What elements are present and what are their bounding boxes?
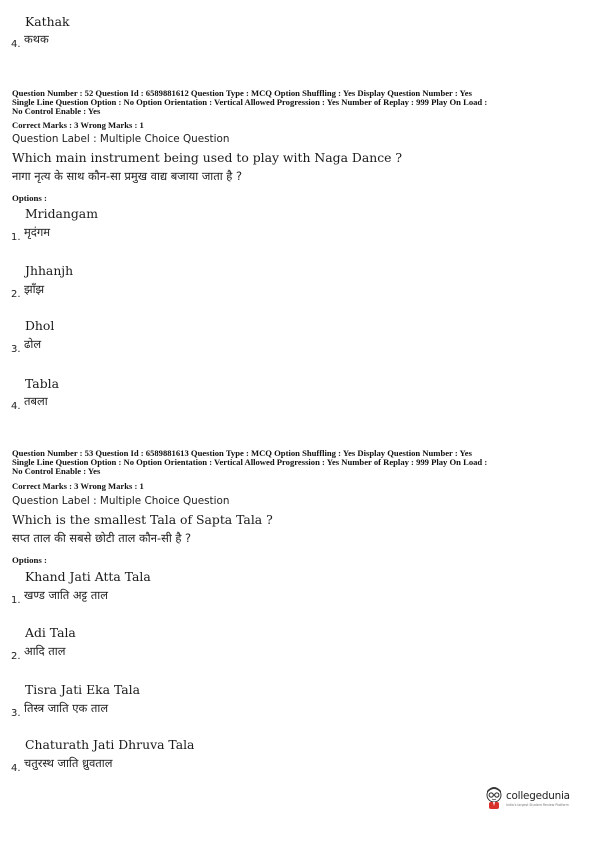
option-number: 3. <box>11 344 21 355</box>
question-text-english: Which main instrument being used to play with Naga Dance ? <box>12 150 403 165</box>
option-hindi: खण्ड जाति अट्ट ताल <box>24 588 108 602</box>
logo-tagline: India's largest Student Review Platform <box>506 803 569 807</box>
options-header: Options : <box>12 193 47 203</box>
option-hindi: ढोल <box>24 337 42 351</box>
option-hindi: तबला <box>24 394 48 408</box>
option-number: 4. <box>11 401 21 412</box>
question-label: Question Label : Multiple Choice Question <box>12 133 230 145</box>
option-hindi: तिस्त्र जाति एक ताल <box>24 701 109 715</box>
option-number: 2. <box>11 651 21 662</box>
options-header: Options : <box>12 555 47 565</box>
option-hindi: झाँझ <box>24 282 45 296</box>
option-english: Khand Jati Atta Tala <box>25 569 151 584</box>
question-marks: Correct Marks : 3 Wrong Marks : 1 <box>12 120 144 130</box>
logo-wordmark: collegedunia <box>506 790 570 802</box>
option-number: 4. <box>11 763 21 774</box>
collegedunia-logo <box>484 786 584 812</box>
option-english: Mridangam <box>25 206 98 221</box>
mascot-icon <box>484 786 504 810</box>
option-english: Tisra Jati Eka Tala <box>25 682 140 697</box>
option-number: 2. <box>11 289 21 300</box>
option-hindi: आदि ताल <box>24 644 66 658</box>
question-text-english: Which is the smallest Tala of Sapta Tala ? <box>12 512 273 527</box>
question-marks: Correct Marks : 3 Wrong Marks : 1 <box>12 481 144 491</box>
question-text-hindi: सप्त ताल की सबसे छोटी ताल कौन-सी है ? <box>12 531 192 545</box>
question-text-hindi: नागा नृत्य के साथ कौन-सा प्रमुख वाद्य बजाया जाता है ? <box>12 169 243 183</box>
option-number: 1. <box>11 232 21 243</box>
option-hindi: कथक <box>24 32 49 46</box>
question-meta-line-3: No Control Enable : Yes <box>12 466 101 476</box>
option-english: Tabla <box>25 376 59 391</box>
question-label: Question Label : Multiple Choice Question <box>12 495 230 507</box>
option-english: Jhhanjh <box>25 263 74 278</box>
option-hindi: चतुरस्थ जाति ध्रुवताल <box>24 756 113 770</box>
question-meta-line-3: No Control Enable : Yes <box>12 106 101 116</box>
option-number: 4. <box>11 39 21 50</box>
option-number: 1. <box>11 595 21 606</box>
question-meta-line-2: Single Line Question Option : No Option Orientation : Vertical Allowed Progression : Yes Number of Replay : 999 Play On Load : <box>12 97 488 107</box>
option-english: Chaturath Jati Dhruva Tala <box>25 737 195 752</box>
option-english: Kathak <box>25 14 70 29</box>
question-meta-line-2: Single Line Question Option : No Option Orientation : Vertical Allowed Progression : Yes Number of Replay : 999 Play On Load : <box>12 457 488 467</box>
option-hindi: मृदंगम <box>24 225 51 239</box>
question-meta-line-1: Question Number : 53 Question Id : 6589881613 Question Type : MCQ Option Shuffling : Yes Display Question Number : Yes <box>12 448 472 458</box>
option-english: Adi Tala <box>25 625 76 640</box>
option-english: Dhol <box>25 318 55 333</box>
option-number: 3. <box>11 708 21 719</box>
question-meta-line-1: Question Number : 52 Question Id : 6589881612 Question Type : MCQ Option Shuffling : Yes Display Question Number : Yes <box>12 88 472 98</box>
